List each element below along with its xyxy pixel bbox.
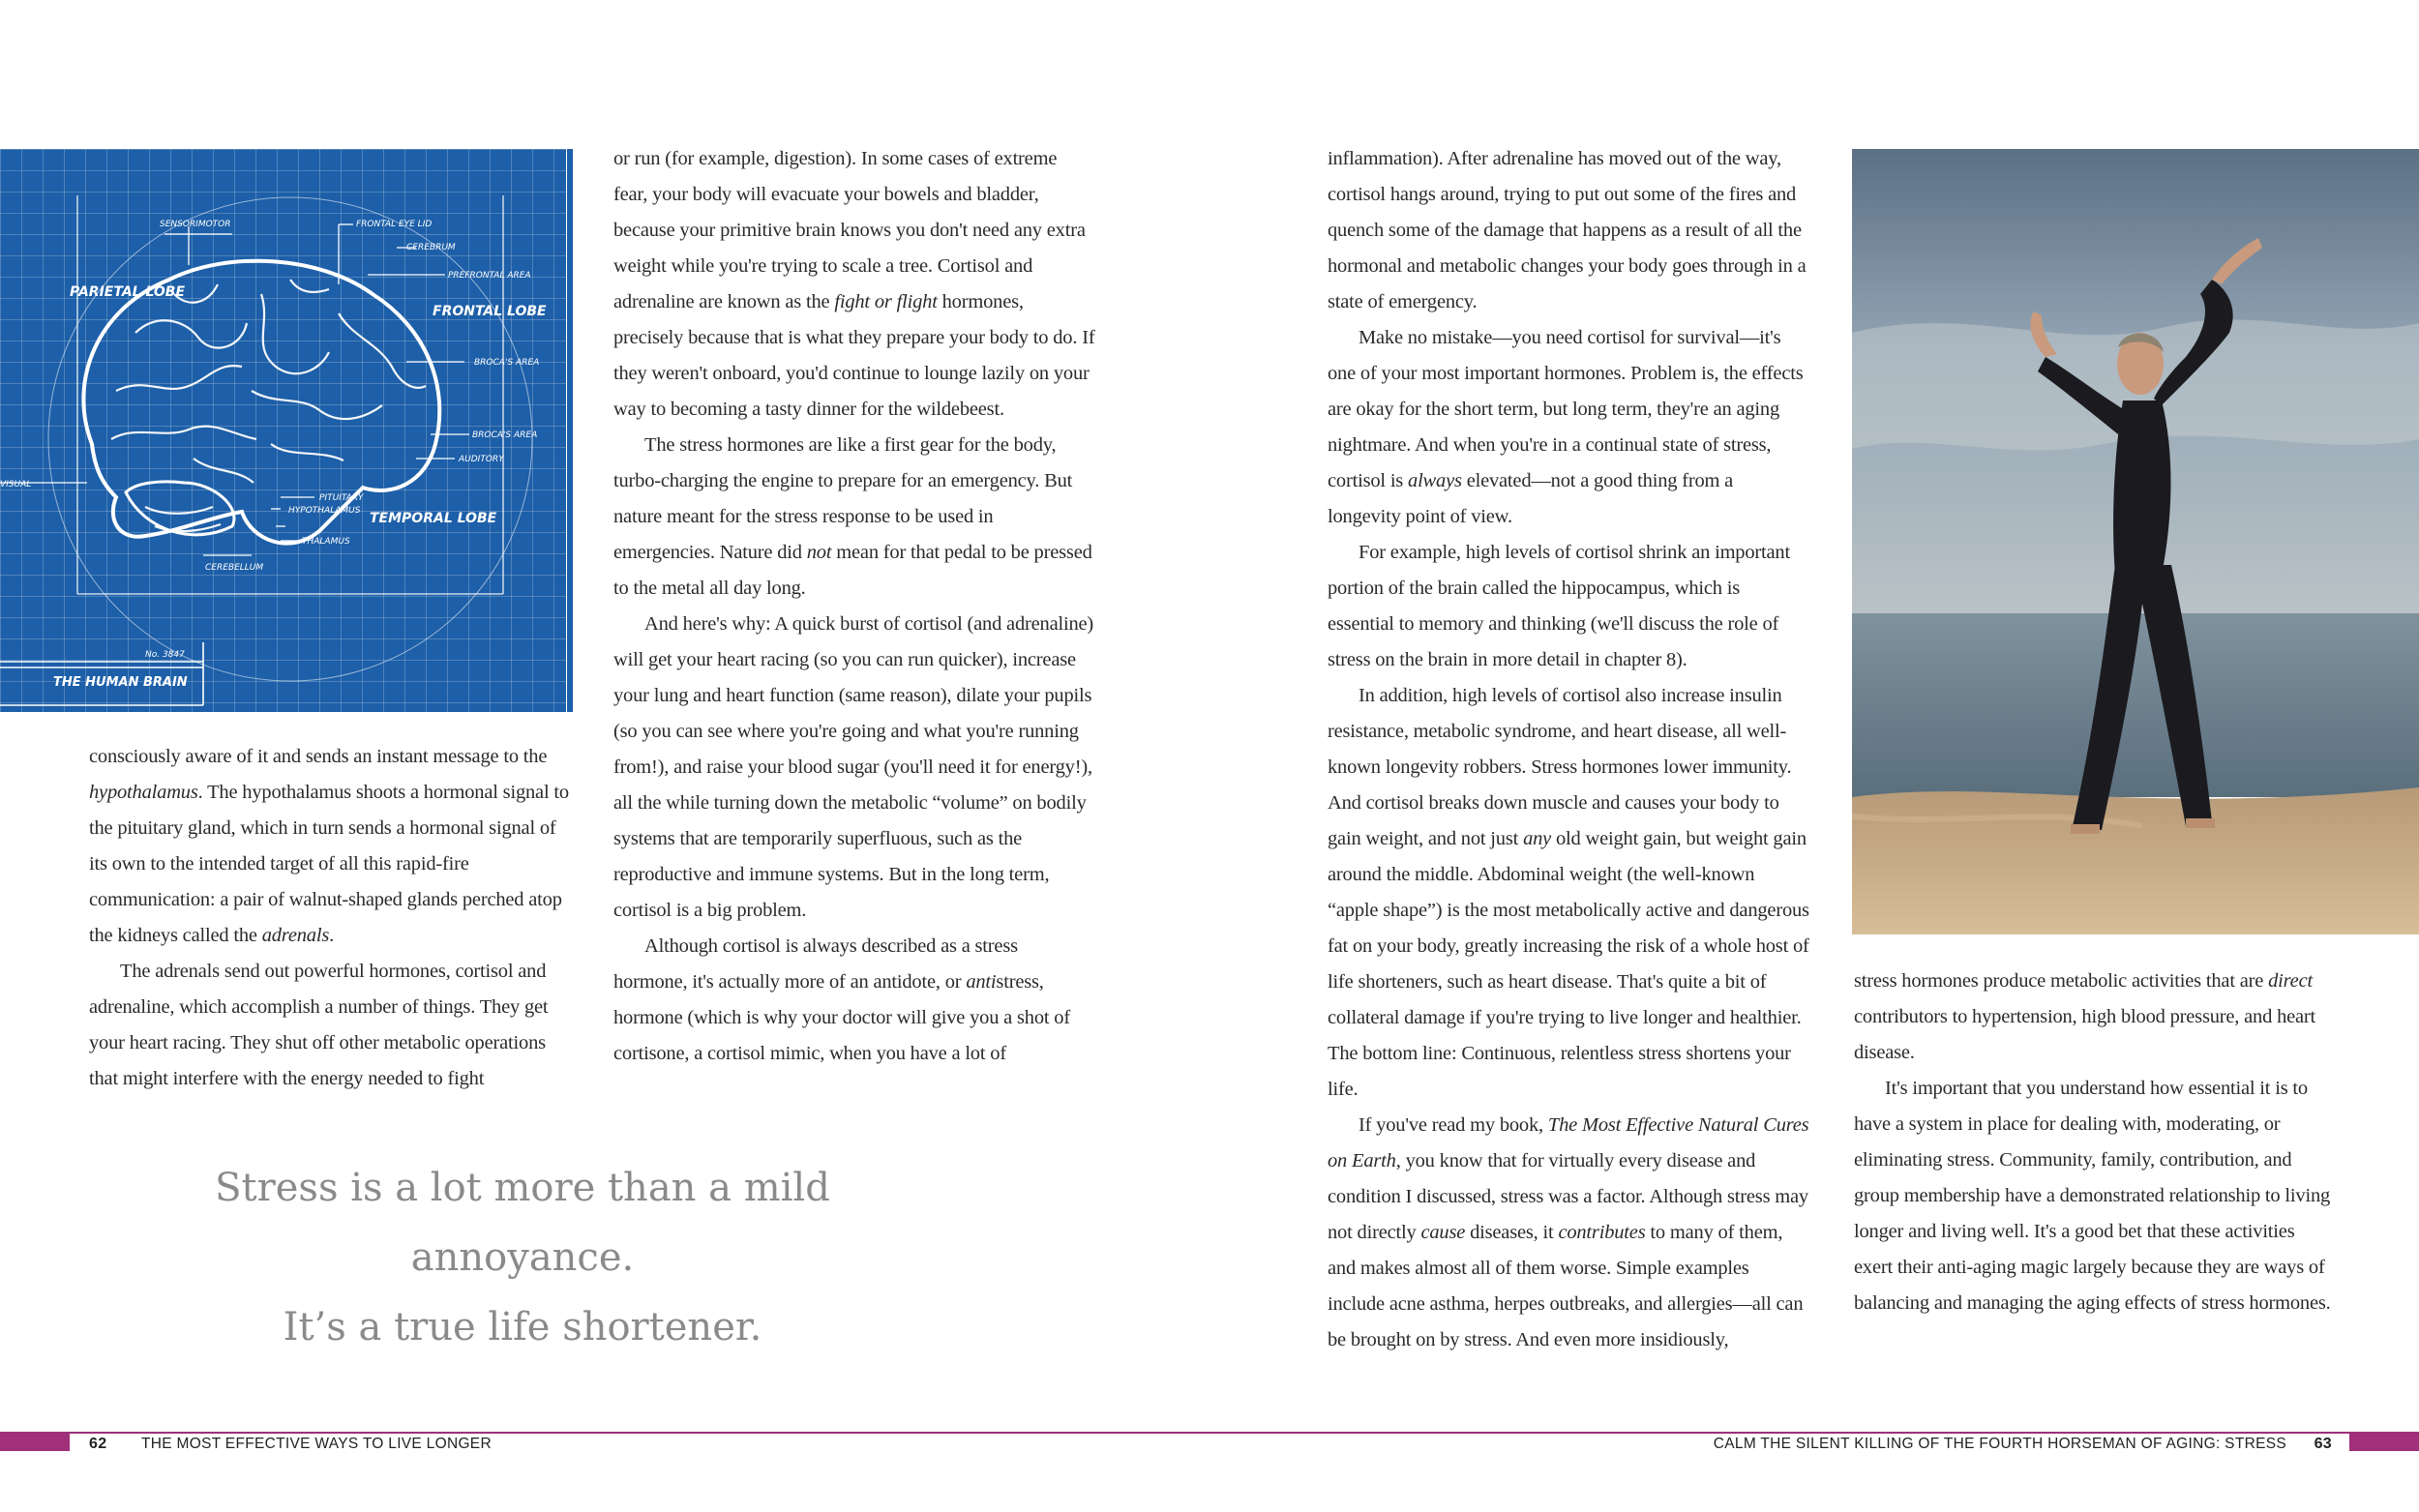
- column-2: [613, 141, 1095, 1072]
- col3-paragraph-3: For example, high levels of cortisol shrink an important portion of the brain called the hippocampus, which is essential to memory and thinking (we'll discuss the role of stress on the brain in more detail in chapter 8).: [1328, 542, 1790, 670]
- tai-chi-beach-photo: [1852, 149, 2419, 934]
- pull-quote: [145, 1153, 900, 1362]
- label-drawing-number: No. 3847: [145, 650, 185, 660]
- page-number-left: 62: [89, 1436, 107, 1452]
- label-cerebellum: CEREBELLUM: [205, 563, 264, 573]
- brain-outline: [83, 261, 439, 544]
- label-pituitary: PITUITARY: [319, 493, 364, 503]
- label-prefrontal-area: PREFRONTAL AREA: [448, 271, 531, 281]
- label-visual: VISUAL: [0, 480, 32, 489]
- label-brocas-area-2: BROCA'S AREA: [472, 430, 538, 440]
- brain-blueprint-illustration: [0, 149, 566, 712]
- label-brocas-area: BROCA'S AREA: [474, 358, 540, 368]
- blueprint-edge-rule: [567, 149, 573, 712]
- label-human-brain-title: THE HUMAN BRAIN: [53, 675, 188, 690]
- footer-accent-right: [2349, 1434, 2419, 1451]
- label-frontal-lobe: FRONTAL LOBE: [433, 304, 547, 319]
- col1-paragraph-2: The adrenals send out powerful hormones, cortisol and adrenaline, which accomplish a number of things. They get your heart racing. They shut off other metabolic operations that might interfere with the energy needed to fight: [89, 961, 549, 1089]
- col3-paragraph-5: If you've read my book, The Most Effective Natural Cures on Earth, you know that for virtually every disease and condition I discussed, stress was a factor. Although stress may not directly cause diseases, it contributes to many of them, and makes almost all of them worse. Simple examples include acne asthma, herpes outbreaks, and allergies—all can be brought on by stress. And even more insidiously,: [1328, 1114, 1809, 1350]
- footer-rule: [0, 1432, 2419, 1434]
- col4-paragraph-2: It's important that you understand how essential it is to have a system in place for dealing with, moderating, or eliminating stress. Community, family, contribution, and group membership have a demonstrated relationship to living longer and living well. It's a good bet that these activities exert their anti-aging magic largely because they are ways of balancing and managing the aging effects of stress hormones.: [1854, 1078, 2331, 1314]
- label-frontal-eye-lid: FRONTAL EYE LID: [356, 220, 433, 229]
- col2-paragraph-2: The stress hormones are like a first gear for the body, turbo-charging the engine to prepare for an emergency. But nature meant for the stress response to be used in emergencies. Nature did not mean for that pedal to be pressed to the metal all day long.: [613, 434, 1092, 599]
- tai-chi-illustration: [1852, 149, 2419, 934]
- column-3: [1328, 141, 1809, 1358]
- label-thalamus: THALAMUS: [302, 537, 350, 547]
- label-sensorimotor: SENSORIMOTOR: [160, 220, 231, 229]
- running-head-right: CALM THE SILENT KILLING OF THE FOURTH HORSEMAN OF AGING: STRESS: [1713, 1436, 2286, 1452]
- label-temporal-lobe: TEMPORAL LOBE: [370, 511, 497, 526]
- page-number-right: 63: [2314, 1436, 2332, 1452]
- col3-paragraph-4: In addition, high levels of cortisol also increase insulin resistance, metabolic syndrome, and heart disease, all well-known longevity robbers. Stress hormones lower immunity. And cortisol breaks down muscle and causes your body to gain weight, and not just any old weight gain, but weight gain around the middle. Abdominal weight (the well-known “apple shape”) is the most metabolically active and dangerous fat on your body, greatly increasing the risk of a whole host of life shorteners, such as heart disease. That's quite a bit of collateral damage if you're trying to live longer and healthier. The bottom line: Continuous, relentless stress shortens your life.: [1328, 685, 1809, 1100]
- column-1: [89, 739, 573, 1097]
- label-cerebrum: CEREBRUM: [406, 243, 456, 252]
- col1-paragraph-1: consciously aware of it and sends an instant message to the hypothalamus. The hypothalamus shoots a hormonal signal to the pituitary gland, which in turn sends a hormonal signal of its own to the intended target of all this rapid-fire communication: a pair of walnut-shaped glands perched atop the kidneys called the adrenals.: [89, 746, 569, 946]
- label-parietal-lobe: PARIETAL LOBE: [70, 284, 186, 300]
- col2-paragraph-1: or run (for example, digestion). In some cases of extreme fear, your body will evacuate your bowels and bladder, because your primitive brain knows you don't need any extra weight while you're trying to scale a tree. Cortisol and adrenaline are known as the fight or flight hormones, precisely because that is what they prepare your body to do. If they weren't onboard, you'd continue to lounge lazily on your way to becoming a tasty dinner for the wildebeest.: [613, 148, 1095, 420]
- col2-paragraph-3: And here's why: A quick burst of cortisol (and adrenaline) will get your heart racing (so you can run quicker), increase your lung and heart function (same reason), dilate your pupils (so you can see where you're going and what you're running from!), and raise your blood sugar (you'll need it for energy!), all the while turning down the metabolic “volume” on bodily systems that are temporarily superfluous, such as the reproductive and immune systems. But in the long term, cortisol is a big problem.: [613, 613, 1094, 921]
- running-head-left: THE MOST EFFECTIVE WAYS TO LIVE LONGER: [141, 1436, 492, 1452]
- brain-diagram: [0, 149, 566, 712]
- col3-paragraph-1: inflammation). After adrenaline has moved out of the way, cortisol hangs around, trying to put out some of the fires and quench some of the damage that happens as a result of all the hormonal and metabolic changes your body goes through in a state of emergency.: [1328, 148, 1807, 312]
- footer-accent-left: [0, 1434, 70, 1451]
- pull-quote-line-2: It’s a true life shortener.: [283, 1305, 762, 1349]
- label-auditory: AUDITORY: [459, 455, 504, 464]
- col3-paragraph-2: Make no mistake—you need cortisol for survival—it's one of your most important hormones. Problem is, the effects are okay for the short term, but long term, they're an aging nightmare. And when you're in a continual state of stress, cortisol is always elevated—not a good thing from a longevity point of view.: [1328, 327, 1804, 527]
- pull-quote-line-1: Stress is a lot more than a mild annoyance.: [215, 1166, 830, 1280]
- col4-paragraph-1: stress hormones produce metabolic activities that are direct contributors to hypertension, high blood pressure, and heart disease.: [1854, 970, 2316, 1063]
- col2-paragraph-4: Although cortisol is always described as a stress hormone, it's actually more of an antidote, or antistress, hormone (which is why your doctor will give you a shot of cortisone, a cortisol mimic, when you have a lot of: [613, 935, 1070, 1064]
- label-hypothalamus: HYPOTHALAMUS: [288, 506, 361, 516]
- column-4: [1854, 964, 2338, 1321]
